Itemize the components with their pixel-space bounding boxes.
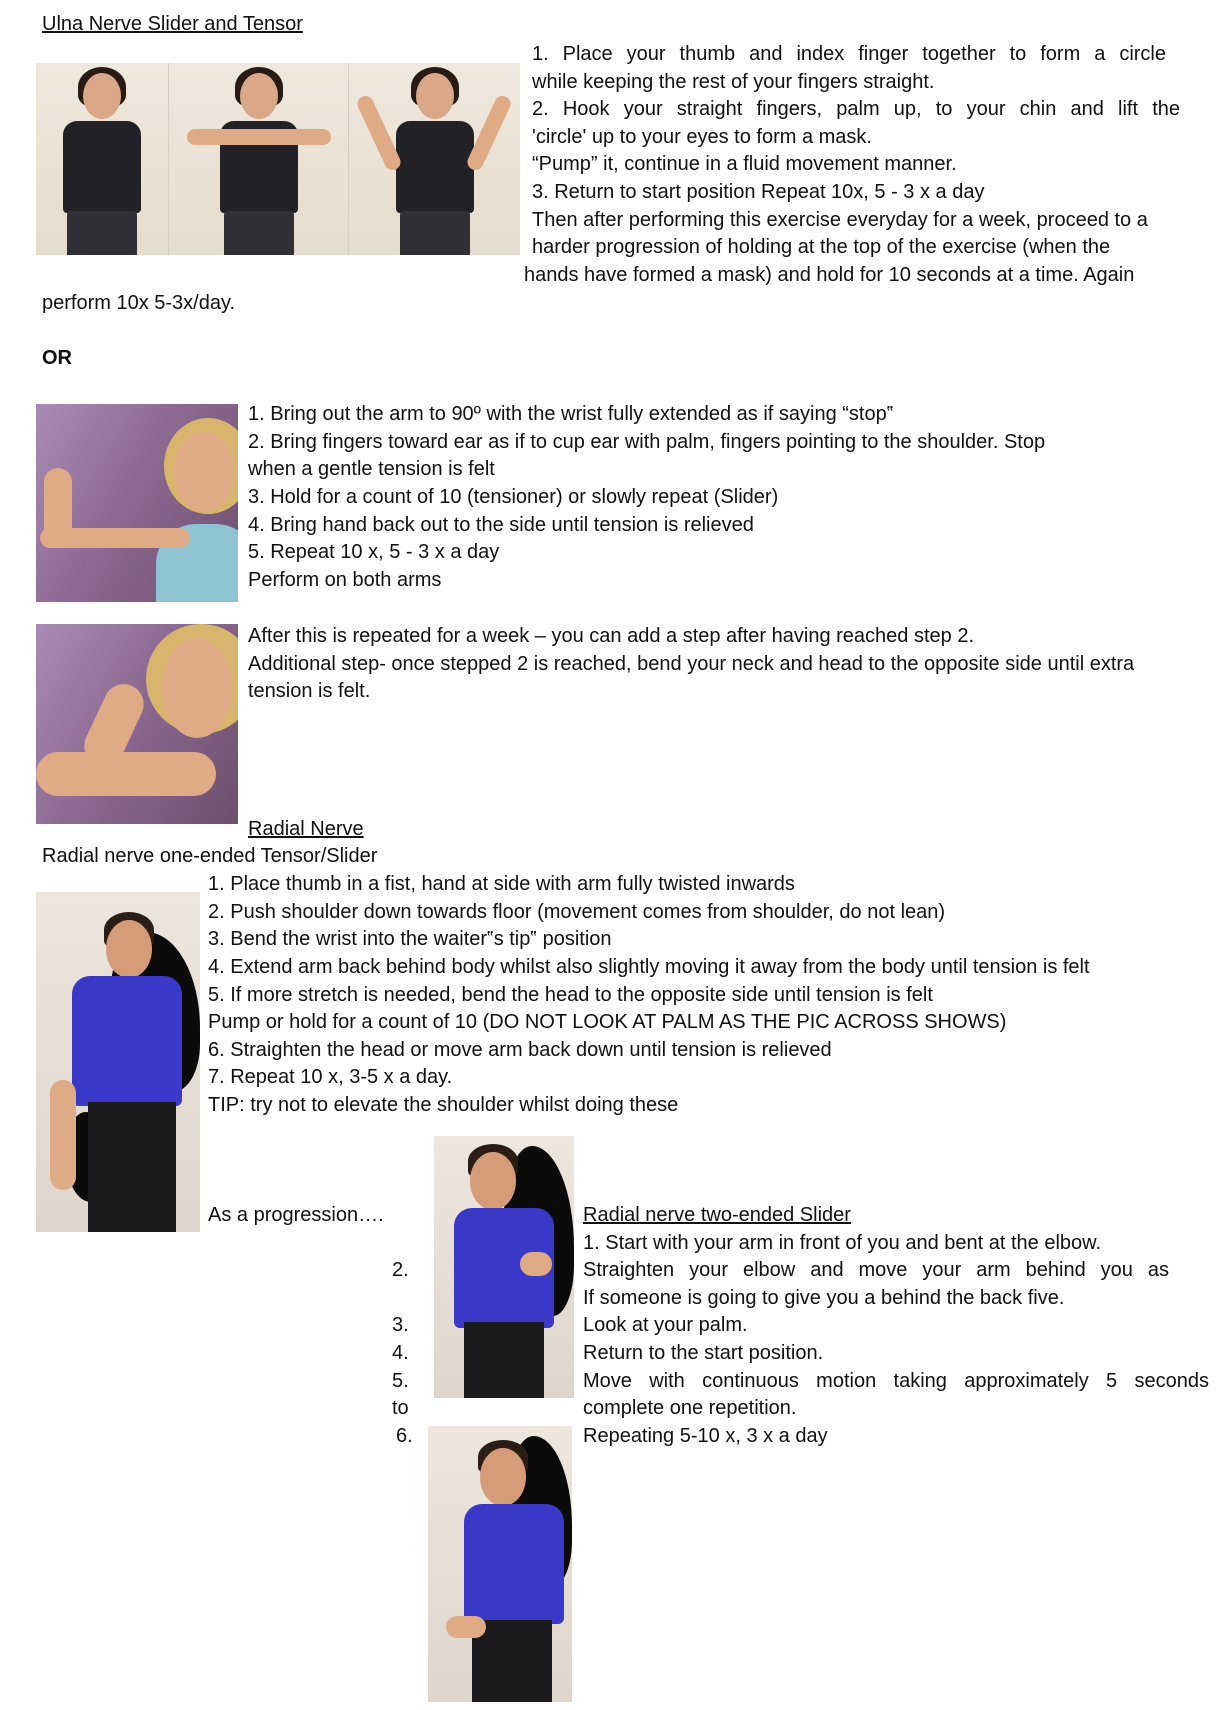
radial-two-ended-start-photo xyxy=(434,1136,574,1398)
text-line: 4. Extend arm back behind body whilst also slightly moving it away from the body until tension is felt xyxy=(208,956,1090,978)
text-line: while keeping the rest of your fingers straight. xyxy=(532,71,935,93)
step-number: to xyxy=(392,1397,409,1419)
text-line: Additional step- once stepped 2 is reached, bend your neck and head to the opposite side until extra xyxy=(248,653,1135,675)
step-number: 3. xyxy=(392,1314,409,1336)
text-line: complete one repetition. xyxy=(583,1397,797,1419)
or-separator: OR xyxy=(42,347,72,369)
two-ended-title: Radial nerve two-ended Slider xyxy=(583,1204,851,1226)
text-line: 1. Start with your arm in front of you and bent at the elbow. xyxy=(583,1232,1102,1254)
text-line: perform 10x 5-3x/day. xyxy=(42,292,236,314)
text-line: 2. Push shoulder down towards floor (movement comes from shoulder, do not lean) xyxy=(208,901,946,923)
radial-two-ended-end-photo xyxy=(428,1426,572,1702)
radial-title: Radial Nerve xyxy=(248,818,364,840)
text-line: 7. Repeat 10 x, 3-5 x a day. xyxy=(208,1066,453,1088)
text-line: 5. If more stretch is needed, bend the head to the opposite side until tension is felt xyxy=(208,984,933,1006)
text-line: After this is repeated for a week – you can add a step after having reached step 2. xyxy=(248,625,974,647)
text-line: “Pump” it, continue in a fluid movement manner. xyxy=(532,153,957,175)
text-line: 2. Hook your straight fingers, palm up, to your chin and lift the xyxy=(532,98,1180,120)
step-number: 5. xyxy=(392,1370,409,1392)
text-line: 6. Straighten the head or move arm back down until tension is relieved xyxy=(208,1039,832,1061)
text-line: Straighten your elbow and move your arm behind you as xyxy=(583,1259,1169,1281)
text-line: hands have formed a mask) and hold for 10 seconds at a time. Again xyxy=(524,264,1135,286)
text-line: tension is felt. xyxy=(248,680,371,702)
text-line: 3. Bend the wrist into the waiter‟s tip‟ position xyxy=(208,928,612,950)
step-number: 6. xyxy=(396,1425,413,1447)
progression-label: As a progression…. xyxy=(208,1204,384,1226)
text-line: Perform on both arms xyxy=(248,569,442,591)
text-line: TIP: try not to elevate the shoulder whilst doing these xyxy=(208,1094,679,1116)
text-line: 1. Place your thumb and index finger together to form a circle xyxy=(532,43,1166,65)
text-line: 1. Place thumb in a fist, hand at side with arm fully twisted inwards xyxy=(208,873,795,895)
ulna-exercise-photo xyxy=(36,63,520,255)
arm-stop-photo xyxy=(36,404,238,602)
text-line: 2. Bring fingers toward ear as if to cup ear with palm, fingers pointing to the shoulder. Stop xyxy=(248,431,1046,453)
hand-to-ear-photo xyxy=(36,624,238,824)
text-line: when a gentle tension is felt xyxy=(248,458,495,480)
radial-one-ended-photo xyxy=(36,892,200,1232)
text-line: If someone is going to give you a behind the back five. xyxy=(583,1287,1065,1309)
ulna-title: Ulna Nerve Slider and Tensor xyxy=(42,13,303,35)
text-line: 5. Repeat 10 x, 5 - 3 x a day xyxy=(248,541,500,563)
text-line: Look at your palm. xyxy=(583,1314,748,1336)
text-line: Move with continuous motion taking approximately 5 seconds xyxy=(583,1370,1209,1392)
step-number: 4. xyxy=(392,1342,409,1364)
text-line: Then after performing this exercise everyday for a week, proceed to a xyxy=(532,209,1148,231)
text-line: 3. Hold for a count of 10 (tensioner) or slowly repeat (Slider) xyxy=(248,486,779,508)
step-number: 2. xyxy=(392,1259,409,1281)
text-line: 4. Bring hand back out to the side until tension is relieved xyxy=(248,514,754,536)
text-line: Repeating 5-10 x, 3 x a day xyxy=(583,1425,828,1447)
text-line: 3. Return to start position Repeat 10x, 5 - 3 x a day xyxy=(532,181,985,203)
text-line: 'circle' up to your eyes to form a mask. xyxy=(532,126,872,148)
text-line: harder progression of holding at the top of the exercise (when the xyxy=(532,236,1111,258)
text-line: Pump or hold for a count of 10 (DO NOT LOOK AT PALM AS THE PIC ACROSS SHOWS) xyxy=(208,1011,1007,1033)
radial-subtitle: Radial nerve one-ended Tensor/Slider xyxy=(42,845,378,867)
text-line: 1. Bring out the arm to 90º with the wrist fully extended as if saying “stop‟ xyxy=(248,403,894,425)
text-line: Return to the start position. xyxy=(583,1342,824,1364)
